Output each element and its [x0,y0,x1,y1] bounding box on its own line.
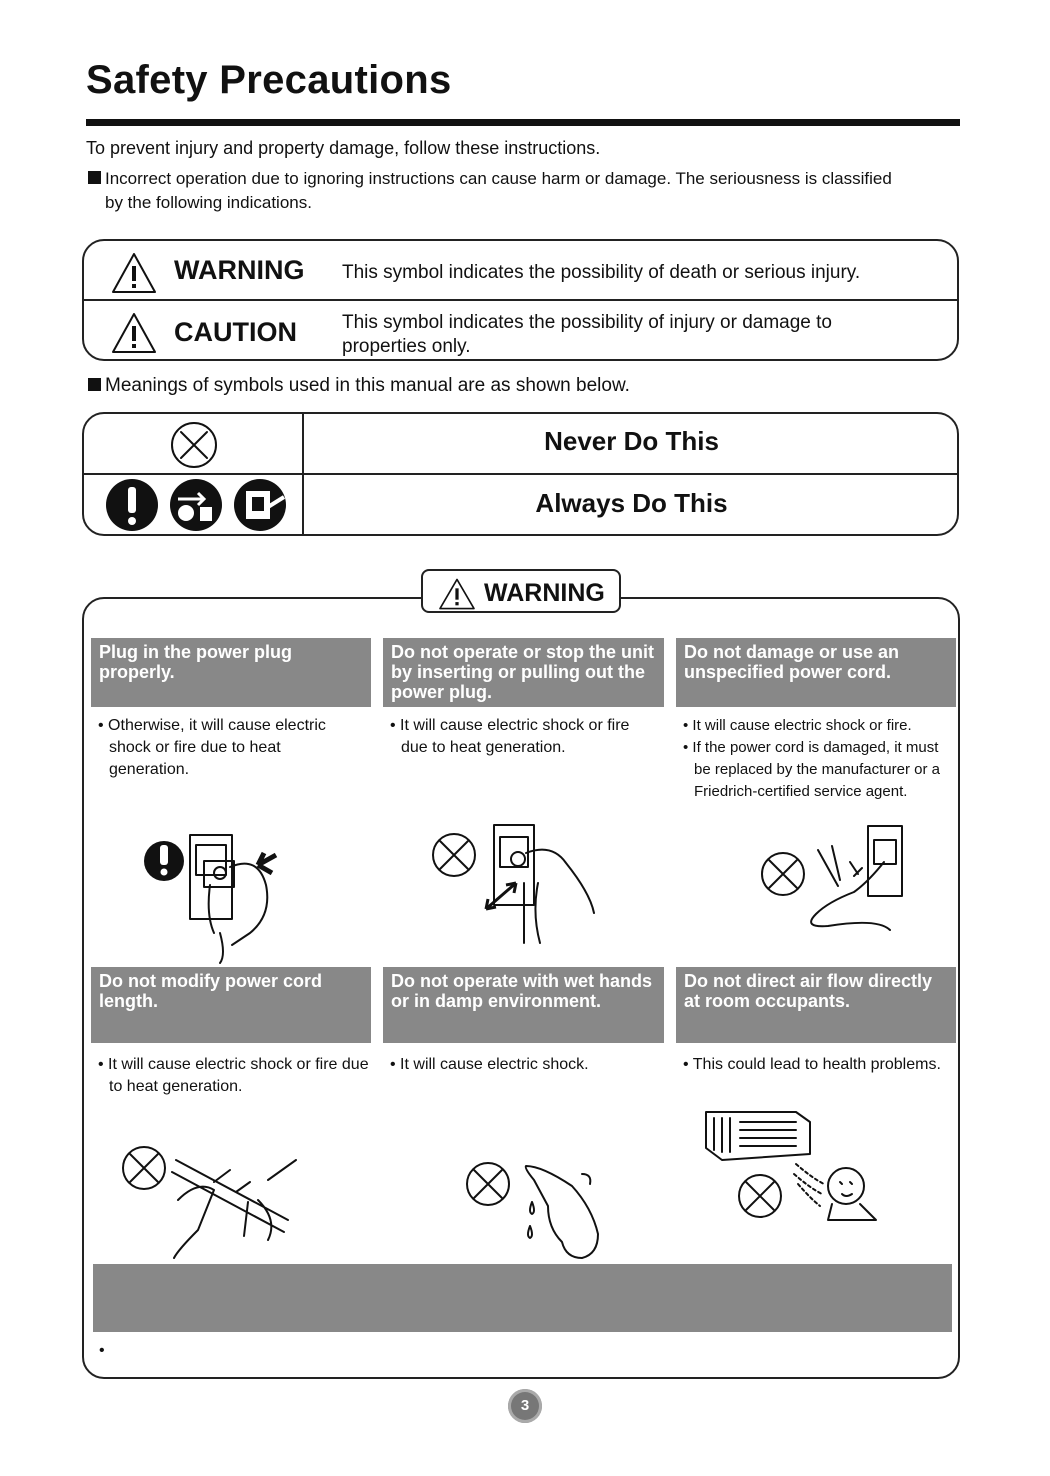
plug-in-illustration [140,825,290,965]
caution-label: CAUTION [174,317,297,347]
damaged-cord-illustration [758,822,908,937]
pull-plug-illustration [428,823,603,953]
symbol-meaning-table [82,412,959,536]
warning-triangle-icon [110,251,158,295]
exclamation-icon [106,479,158,531]
unplug-icon [170,479,222,531]
always-do-label: Always Do This [535,488,728,518]
never-do-label: Never Do This [544,426,719,456]
item-3-header: Do not damage or use an unspecified power cord. [676,638,956,707]
warning-label: WARNING [174,255,305,285]
prohibition-icon [168,419,220,471]
item-1-text [98,715,360,781]
warning-description: This symbol indicates the possibility of death or serious injury. [342,262,861,283]
list-item: • It will cause electric shock or fire. [683,717,912,734]
level-divider [84,299,957,301]
warning-section-title: WARNING [484,579,605,607]
item-2-header: Do not operate or stop the unit by inserting or pulling out the power plug. [383,638,664,707]
hazard-level-table [82,239,959,361]
page-title: Safety Precautions [86,58,452,102]
caution-triangle-icon [110,311,158,355]
classification-note: Incorrect operation due to ignoring instructions can cause harm or damage. The seriousness is classified by the following indications. [88,167,958,215]
ground-outlet-icon [234,479,286,531]
square-bullet-icon [88,378,101,391]
item-1-header: Plug in the power plug properly. [91,638,371,707]
title-rule [86,119,960,126]
air-flow-illustration [700,1108,890,1233]
list-item: • If the power cord is damaged, it must be replaced by the manufacturer or a Friedrich-certified service agent. [683,739,940,800]
item-5-text [390,1054,660,1076]
item-3-text [683,715,955,803]
warning-section-tag [421,569,621,613]
intro-text: To prevent injury and property damage, follow these instructions. [86,138,601,158]
item-2-text [390,715,660,759]
item-4-header: Do not modify power cord length. [91,967,371,1043]
mandatory-icons [104,477,294,533]
list-item: • It will cause electric shock. [390,1056,589,1073]
list-item: • It will cause electric shock or fire due to heat generation. [98,1056,369,1095]
list-item: • It will cause electric shock or fire due to heat generation. [390,717,630,756]
meanings-note: Meanings of symbols used in this manual are as shown below. [88,375,630,397]
item-5-header: Do not operate with wet hands or in damp environment. [383,967,664,1043]
list-item: • This could lead to health problems. [683,1056,941,1073]
item-6-header: Do not direct air flow directly at room occupants. [676,967,956,1043]
caution-description: This symbol indicates the possibility of injury or damage to properties only. [342,312,833,357]
item-6-text [683,1054,955,1076]
item-4-text [98,1054,370,1098]
page-number-badge: 3 [508,1389,542,1423]
list-item: • Otherwise, it will cause electric shock or fire due to heat generation. [98,717,326,778]
extra-warning-bar [93,1264,952,1332]
modify-cord-illustration [118,1140,298,1260]
empty-bullet: • [99,1342,105,1359]
wet-hands-illustration [462,1158,612,1263]
square-bullet-icon [88,171,101,184]
warning-triangle-icon [437,577,477,611]
